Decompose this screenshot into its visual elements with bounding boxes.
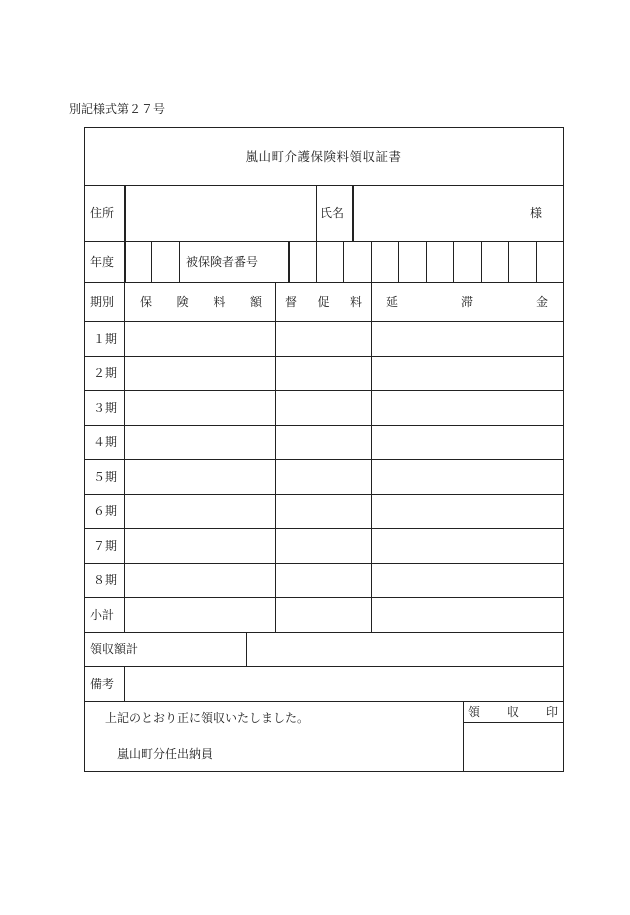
period-row-label: ４期 [93, 435, 118, 449]
form-number: 別記様式第２７号 [69, 102, 166, 116]
period-row-label: ３期 [93, 401, 118, 415]
year-digit-1[interactable] [126, 242, 151, 282]
name-label: 氏名 [320, 206, 345, 220]
demand-fee-header-char: 料 [349, 295, 362, 309]
late-fee-header [386, 295, 548, 309]
period-row-label: ６期 [93, 504, 118, 518]
stamp-label-char: 印 [545, 705, 558, 719]
period-row-label: ２期 [93, 366, 118, 380]
address-label: 住所 [90, 206, 115, 220]
remarks-field[interactable] [125, 667, 563, 701]
demand-fee-header [285, 295, 362, 309]
premium-header-char: 険 [176, 295, 189, 309]
premium-header-char: 保 [140, 295, 153, 309]
year-digit-2[interactable] [152, 242, 179, 282]
collector-title: 嵐山町分任出納員 [117, 747, 214, 761]
demand-fee-header-char: 促 [317, 295, 330, 309]
demand-fee-header-char: 督 [285, 295, 298, 309]
total-label: 領収額計 [90, 642, 139, 656]
premium-header-char: 料 [213, 295, 226, 309]
period-row-label: ７期 [93, 539, 118, 553]
premium-header [140, 295, 262, 309]
address-field[interactable] [126, 186, 315, 240]
remarks-label: 備考 [90, 677, 115, 691]
period-row-label: ８期 [93, 573, 118, 587]
name-field[interactable] [354, 186, 524, 240]
late-fee-header-char: 金 [535, 295, 548, 309]
stamp-label-char: 領 [468, 705, 481, 719]
stamp-label [468, 705, 558, 719]
honorific: 様 [530, 206, 543, 220]
insured-number-label: 被保険者番号 [186, 255, 259, 269]
late-fee-header-char: 滞 [460, 295, 473, 309]
insured-number-boxes[interactable] [290, 242, 563, 282]
late-fee-header-char: 延 [386, 295, 399, 309]
form-title: 嵐山町介護保険料領収証書 [245, 149, 402, 164]
premium-header-char: 額 [249, 295, 262, 309]
receipt-statement: 上記のとおり正に領収いたしました。 [105, 711, 310, 725]
period-row-label: ５期 [93, 470, 118, 484]
period-row-label: １期 [93, 332, 118, 346]
period-header: 期別 [90, 295, 115, 309]
stamp-label-char: 収 [506, 705, 519, 719]
stamp-area[interactable] [464, 723, 563, 771]
total-amount-field[interactable] [247, 633, 563, 666]
subtotal-label: 小計 [90, 608, 115, 622]
year-label: 年度 [90, 255, 115, 269]
